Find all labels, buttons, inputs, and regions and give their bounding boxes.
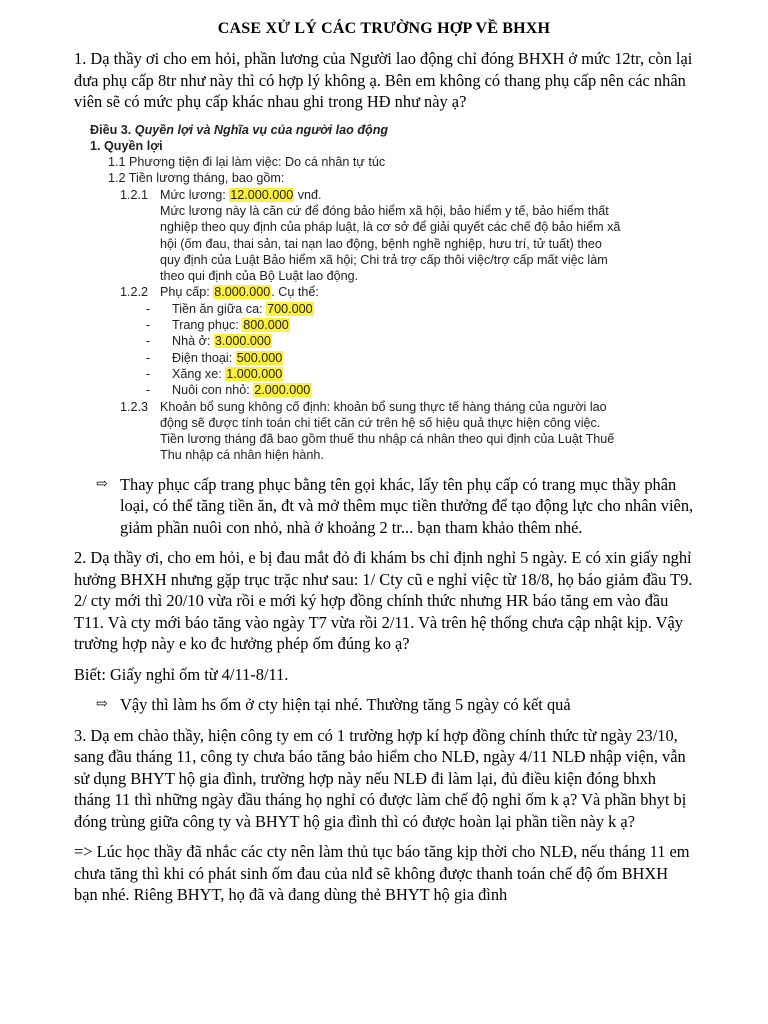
salary-desc-line: theo qui định của Bộ Luật lao động.: [160, 269, 359, 284]
salary-desc-line: nghiệp theo quy định của pháp luật, là cơ sở để giải quyết các chế độ bảo hiểm xã: [160, 220, 621, 235]
article-heading: [90, 122, 686, 138]
clause-1-2-1: [90, 187, 686, 203]
allowance-item: [90, 333, 686, 349]
allowance-item-label: Tiền ăn giữa ca:: [172, 301, 267, 316]
answer-1: [96, 474, 694, 539]
document-title: CASE XỬ LÝ CÁC TRƯỜNG HỢP VỀ BHXH: [217, 20, 551, 37]
section-rights: 1. Quyền lợi: [90, 138, 163, 153]
allowance-item: [90, 366, 686, 382]
dash-bullet: -: [146, 318, 151, 333]
clause-1-2-2: [90, 284, 686, 300]
question-1: 1. Dạ thầy ơi cho em hỏi, phần lương của Người lao động chỉ đóng BHXH ở mức 12tr, còn lại đưa phụ cấp 8tr như này thì có hợp lý không ạ. Bên em không có thang phụ cấp nên các nhân viên sẽ có mức phụ cấp khác nhau ghi trong HĐ như này ạ?: [74, 49, 693, 111]
clause-1-2: 1.2 Tiền lương tháng, bao gồm:: [108, 171, 285, 186]
salary-label: Mức lương:: [160, 187, 230, 202]
salary-unit: vnđ.: [294, 187, 322, 202]
article-title: Quyền lợi và Nghĩa vụ của người lao động: [134, 122, 389, 137]
arrow-icon: ⇨: [96, 476, 108, 492]
bonus-line: Khoản bổ sung không cố định: khoản bổ sung thực tế hàng tháng của người lao: [160, 399, 607, 414]
question-3: 3. Dạ em chào thầy, hiện công ty em có 1 trường hợp kí hợp đồng chính thức từ ngày 23/10, sang đầu tháng 11, công ty chưa báo tăng bảo hiểm cho NLĐ, ngày 4/11 NLĐ nhập viện, vẫn sử dụng BHYT hộ gia đình, trường hợp này nếu NLĐ đi làm lại, đủ điều kiện đóng bhxh tháng 11 thì những ngày đầu tháng họ nghỉ có được làm chế độ nghỉ ốm k ạ? Và phần bhyt bị đóng trùng giữa công ty và BHYT hộ gia đình thì có được hoàn lại phần tiền này k ạ?: [74, 725, 687, 831]
allowance-item-value: 800.000: [243, 318, 289, 333]
allowance-tail: . Cụ thể:: [271, 285, 319, 300]
allowance-value: 8.000.000: [214, 285, 271, 300]
allowance-item-value: 1.000.000: [226, 366, 283, 381]
salary-desc-line: quy định của Luật Bảo hiểm xã hội; Chi trả trợ cấp thôi việc/trợ cấp mất việc làm: [160, 252, 608, 267]
salary-desc-line: hội (ốm đau, thai sản, tai nạn lao động, bệnh nghề nghiệp, hưu trí, tử tuất) theo: [160, 236, 602, 251]
answer-3: => Lúc học thầy đã nhắc các cty nên làm thủ tục báo tăng kịp thời cho NLĐ, nếu tháng 11 em chưa tăng thì khi có phát sinh ốm đau của nlđ sẽ không được thanh toán chế độ ốm BHXH bạn nhé. Riêng BHYT, họ đã và đang dùng thẻ BHYT hộ gia đình: [74, 842, 690, 905]
allowance-item-value: 2.000.000: [254, 383, 311, 398]
arrow-icon: ⇨: [96, 697, 108, 713]
clause-1-1: 1.1 Phương tiện đi lại làm việc: Do cá nhân tự túc: [108, 155, 386, 170]
allowance-item-value: 700.000: [267, 301, 313, 316]
allowance-item-label: Nuôi con nhỏ:: [172, 383, 254, 398]
clause-number: 1.2.2: [120, 285, 149, 300]
allowance-item-label: Xăng xe:: [172, 366, 226, 381]
question-2-known: Biết: Giấy nghỉ ốm từ 4/11-8/11.: [74, 664, 289, 684]
allowance-item-label: Điện thoại:: [172, 350, 236, 365]
allowance-item-value: 500.000: [236, 350, 283, 365]
answer-2-text: Vậy thì làm hs ốm ở cty hiện tại nhé. Thường tăng 5 ngày có kết quả: [120, 695, 571, 715]
dash-bullet: -: [146, 383, 151, 398]
bonus-line: động sẽ được tính toán chi tiết căn cứ trên hệ số hiệu quả thực hiện công việc.: [160, 415, 601, 430]
dash-bullet: -: [146, 334, 151, 349]
dash-bullet: -: [146, 366, 151, 381]
allowance-item: [90, 350, 686, 366]
dash-bullet: -: [146, 301, 151, 316]
allowance-item: [90, 382, 686, 398]
allowance-item-value: 3.000.000: [214, 334, 271, 349]
allowance-item-label: Trang phục:: [172, 318, 243, 333]
allowance-item: [90, 317, 686, 333]
answer-2: [96, 694, 694, 716]
allowance-item-label: Nhà ở:: [172, 334, 214, 349]
clause-number: 1.2.1: [120, 187, 149, 202]
salary-value: 12.000.000: [230, 187, 294, 202]
allowance-label: Phụ cấp:: [160, 285, 214, 300]
clause-number: 1.2.3: [120, 399, 149, 414]
dash-bullet: -: [146, 350, 151, 365]
article-number: Điều 3.: [90, 122, 132, 137]
bonus-line: Tiền lương tháng đã bao gồm thuế thu nhập cá nhân theo qui định của Luật Thuế: [160, 432, 615, 447]
salary-desc-line: Mức lương này là căn cứ để đóng bảo hiểm xã hội, bảo hiểm y tế, bảo hiểm thất: [160, 203, 609, 218]
answer-1-text: Thay phục cấp trang phục bằng tên gọi khác, lấy tên phụ cấp có trang mục thầy phân loại, có thể tăng tiền ăn, đt và mở thêm mục tiền thưởng để tạo động lực cho nhân viên, giảm phần nuôi con nhỏ, nhà ở khoảng 2 tr... bạn tham khảo thêm nhé.: [120, 474, 694, 537]
question-2: 2. Dạ thầy ơi, cho em hỏi, e bị đau mắt đỏ đi khám bs chỉ định nghỉ 5 ngày. E có xin giấy nghỉ hưởng BHXH nhưng gặp trục trặc như sau: 1/ Cty cũ e nghỉ việc từ 18/8, họ báo giảm đầu T9. 2/ cty mới thì 20/10 vừa rồi e mới ký hợp đồng chính thức nhưng HR báo tăng em vào đầu T11. Và cty mới báo tăng vào ngày T7 vừa rồi 2/11. Và trên hệ thống chưa cập nhật kịp. Vậy trường hợp này e ko đc hưởng phép ốm đúng ko ạ?: [74, 548, 693, 654]
bonus-line: Thu nhập cá nhân hiện hành.: [160, 448, 324, 463]
allowance-item: [90, 301, 686, 317]
clause-1-2-3: [90, 399, 686, 415]
contract-excerpt-image: [90, 122, 686, 464]
